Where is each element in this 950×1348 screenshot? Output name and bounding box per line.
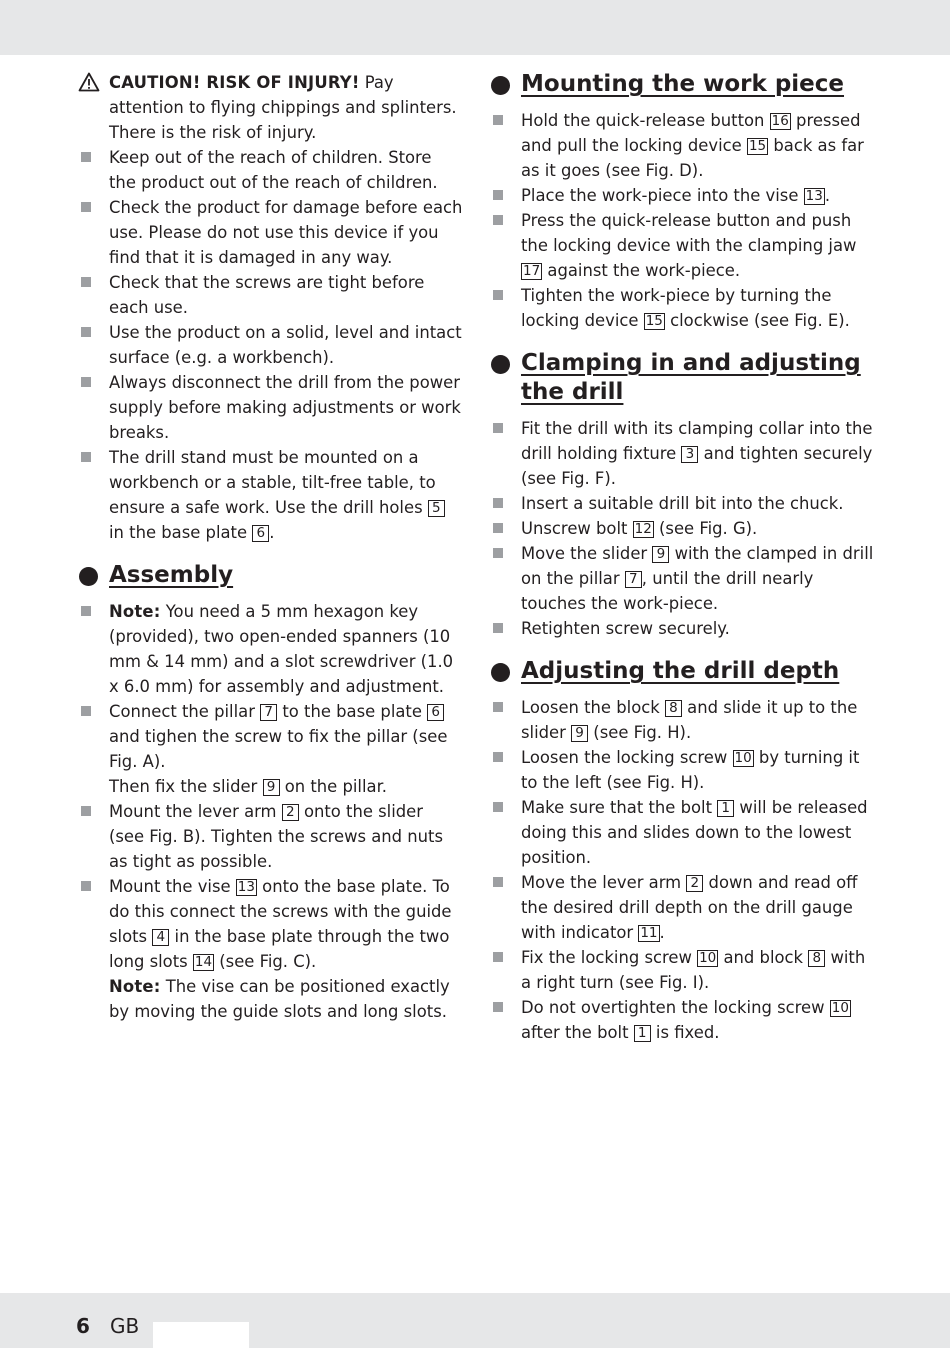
assembly-note (78, 599, 463, 699)
assembly-lever (78, 799, 463, 874)
section-heading-mounting (490, 70, 875, 99)
section-dot-icon (491, 76, 510, 95)
page-number: 6 (76, 1314, 90, 1338)
warning-triangle-icon (78, 72, 100, 92)
text: , until the drill nearly touches the work-piece. (521, 569, 814, 613)
section-heading-depth (490, 657, 875, 686)
text: Fit the drill with its clamping collar into the drill holding fixture (521, 419, 873, 463)
text: Do not overtighten the locking screw (521, 998, 830, 1017)
square-bullet-icon (493, 952, 503, 962)
text: to the base plate (277, 702, 428, 721)
section-heading-clamping (490, 349, 875, 407)
note-label: Note: (109, 977, 161, 996)
part-ref: 13 (237, 879, 255, 895)
text: Mount the lever arm (109, 802, 282, 821)
part-ref: 1 (717, 800, 734, 817)
text: (see Fig. H). (588, 723, 692, 742)
text: and block (718, 948, 809, 967)
square-bullet-icon (493, 548, 503, 558)
part-ref: 7 (260, 704, 277, 721)
language-code: GB (110, 1314, 140, 1338)
caution-title: CAUTION! RISK OF INJURY! (109, 73, 360, 92)
list-item (490, 870, 875, 945)
text: with a right turn (see Fig. I). (521, 948, 866, 992)
text: is fixed. (650, 1023, 720, 1042)
square-bullet-icon (81, 152, 91, 162)
part-ref: 2 (686, 875, 703, 892)
safety-item-text: Check the product for damage before each use. Please do not use this device if you find that it is damaged in any way. (109, 198, 463, 267)
left-column (78, 70, 463, 1024)
list-item (490, 491, 875, 516)
square-bullet-icon (493, 115, 503, 125)
part-ref: 10 (734, 750, 752, 766)
text: Move the lever arm (521, 873, 687, 892)
part-ref: 5 (428, 500, 445, 517)
square-bullet-icon (493, 215, 503, 225)
text: Mount the vise (109, 877, 236, 896)
list-item (490, 745, 875, 795)
text: Loosen the locking screw (521, 748, 733, 767)
text: Connect the pillar (109, 702, 261, 721)
part-ref: 9 (652, 546, 669, 563)
heading-text: Assembly (109, 562, 234, 588)
square-bullet-icon (81, 277, 91, 287)
part-ref: 15 (748, 138, 767, 154)
square-bullet-icon (493, 523, 503, 533)
note-text: The vise can be positioned exactly by moving the guide slots and long slots. (109, 977, 450, 1021)
text: Place the work-piece into the vise (521, 186, 804, 205)
list-item (490, 416, 875, 491)
safety-item (78, 320, 463, 370)
square-bullet-icon (493, 802, 503, 812)
text: down and read off the desired drill depth on the drill gauge with indicator (521, 873, 858, 942)
part-ref: 2 (282, 804, 299, 821)
part-ref: 14 (194, 954, 213, 970)
part-ref: 6 (252, 525, 269, 542)
safety-item-text: Keep out of the reach of children. Store the product out of the reach of children. (109, 148, 438, 192)
text: against the work-piece. (542, 261, 741, 280)
section-dot-icon (491, 663, 510, 682)
text: will be released doing this and slides down to the lowest position. (521, 798, 868, 867)
square-bullet-icon (493, 290, 503, 300)
square-bullet-icon (493, 877, 503, 887)
square-bullet-icon (493, 702, 503, 712)
heading-text: Clamping in and adjusting the drill (521, 350, 861, 405)
part-ref: 9 (263, 779, 280, 796)
text: and tighen the screw to fix the pillar (see Fig. A). (109, 727, 448, 771)
square-bullet-icon (81, 806, 91, 816)
note-text: You need a 5 mm hexagon key (provided), two open-ended spanners (10 mm & 14 mm) and a slot screwdriver (1.0 x 6.0 mm) for assembly and adjustment. (109, 602, 454, 696)
text: The drill stand must be mounted on a workbench or a stable, tilt-free table, to ensure a safe work. Use the drill holes (109, 448, 436, 517)
text: onto the base plate. To do this connect the screws with the guide slots (109, 877, 452, 946)
square-bullet-icon (81, 452, 91, 462)
section-heading-assembly (78, 561, 463, 590)
text: (see Fig. G). (653, 519, 758, 538)
heading-text: Adjusting the drill depth (521, 658, 840, 684)
right-column (490, 70, 875, 1045)
caution-item (78, 70, 463, 145)
text: Retighten screw securely. (521, 619, 730, 638)
text: back as far as it goes (see Fig. D). (521, 136, 864, 180)
square-bullet-icon (493, 190, 503, 200)
list-item (490, 995, 875, 1045)
square-bullet-icon (81, 606, 91, 616)
text: pressed and pull the locking device (521, 111, 861, 155)
text: Move the slider (521, 544, 653, 563)
assembly-pillar (78, 699, 463, 799)
text: clockwise (see Fig. E). (664, 311, 850, 330)
square-bullet-icon (81, 327, 91, 337)
square-bullet-icon (493, 423, 503, 433)
text: Press the quick-release button and push the locking device with the clamping jaw (521, 211, 857, 255)
text: Tighten the work-piece by turning the locking device (521, 286, 832, 330)
continuation-line (109, 974, 463, 1024)
list-item (490, 795, 875, 870)
list-item (490, 541, 875, 616)
section-dot-icon (79, 567, 98, 586)
part-ref: 16 (771, 113, 789, 129)
text: on the pillar. (279, 777, 388, 796)
list-item (490, 945, 875, 995)
safety-item-text: Always disconnect the drill from the power supply before making adjustments or work breaks. (109, 373, 461, 442)
list-item (490, 208, 875, 283)
part-ref: 11 (640, 925, 658, 941)
square-bullet-icon (493, 1002, 503, 1012)
safety-item (78, 370, 463, 445)
text: Fix the locking screw (521, 948, 698, 967)
list-item (490, 516, 875, 541)
safety-item-text: Check that the screws are tight before each use. (109, 273, 425, 317)
section-dot-icon (491, 355, 510, 374)
text: and slide it up to the slider (521, 698, 858, 742)
part-ref: 12 (634, 521, 652, 537)
safety-item-text: Use the product on a solid, level and intact surface (e.g. a workbench). (109, 323, 462, 367)
text: Insert a suitable drill bit into the chuck. (521, 494, 844, 513)
text: Hold the quick-release button (521, 111, 770, 130)
continuation-line (109, 774, 463, 799)
part-ref: 10 (699, 950, 717, 966)
text: and tighten securely (see Fig. F). (521, 444, 873, 488)
text: . (824, 186, 831, 205)
text: with the clamped in drill on the pillar (521, 544, 874, 588)
part-ref: 7 (625, 571, 642, 588)
footer-white-box (153, 1322, 249, 1348)
list-item (490, 695, 875, 745)
square-bullet-icon (493, 623, 503, 633)
assembly-vise (78, 874, 463, 1024)
square-bullet-icon (81, 377, 91, 387)
text: . (659, 923, 665, 942)
safety-item (78, 195, 463, 270)
text: Unscrew bolt (521, 519, 633, 538)
footer-band (0, 1293, 950, 1348)
part-ref: 15 (645, 313, 663, 329)
text: after the bolt (521, 1023, 634, 1042)
part-ref: 8 (808, 950, 825, 967)
caution-text: Pay attention to flying chippings and splinters. There is the risk of injury. (109, 73, 457, 142)
part-ref: 1 (634, 1025, 651, 1042)
part-ref: 8 (665, 700, 682, 717)
text: by turning it to the left (see Fig. H). (521, 748, 860, 792)
list-item (490, 283, 875, 333)
square-bullet-icon (81, 202, 91, 212)
square-bullet-icon (493, 498, 503, 508)
list-item (490, 108, 875, 183)
text: Loosen the block (521, 698, 665, 717)
list-item (490, 616, 875, 641)
part-ref: 6 (427, 704, 444, 721)
text: onto the slider (see Fig. B). Tighten the screws and nuts as tight as possible. (109, 802, 444, 871)
part-ref: 9 (571, 725, 588, 742)
text: (see Fig. C). (214, 952, 317, 971)
text: Make sure that the bolt (521, 798, 718, 817)
square-bullet-icon (81, 881, 91, 891)
heading-text: Mounting the work piece (521, 71, 845, 97)
part-ref: 10 (831, 1000, 849, 1016)
part-ref: 3 (681, 446, 698, 463)
part-ref: 17 (523, 263, 541, 279)
part-ref: 13 (805, 188, 823, 204)
text: in the base plate through the two long slots (109, 927, 450, 971)
note-label: Note: (109, 602, 161, 621)
list-item (490, 183, 875, 208)
text: . (269, 523, 275, 542)
safety-item-drill-stand (78, 445, 463, 545)
safety-item (78, 270, 463, 320)
square-bullet-icon (493, 752, 503, 762)
text: in the base plate (109, 523, 253, 542)
header-band (0, 0, 950, 55)
square-bullet-icon (81, 706, 91, 716)
part-ref: 4 (152, 929, 169, 946)
safety-item (78, 145, 463, 195)
text: Then fix the slider (109, 777, 263, 796)
